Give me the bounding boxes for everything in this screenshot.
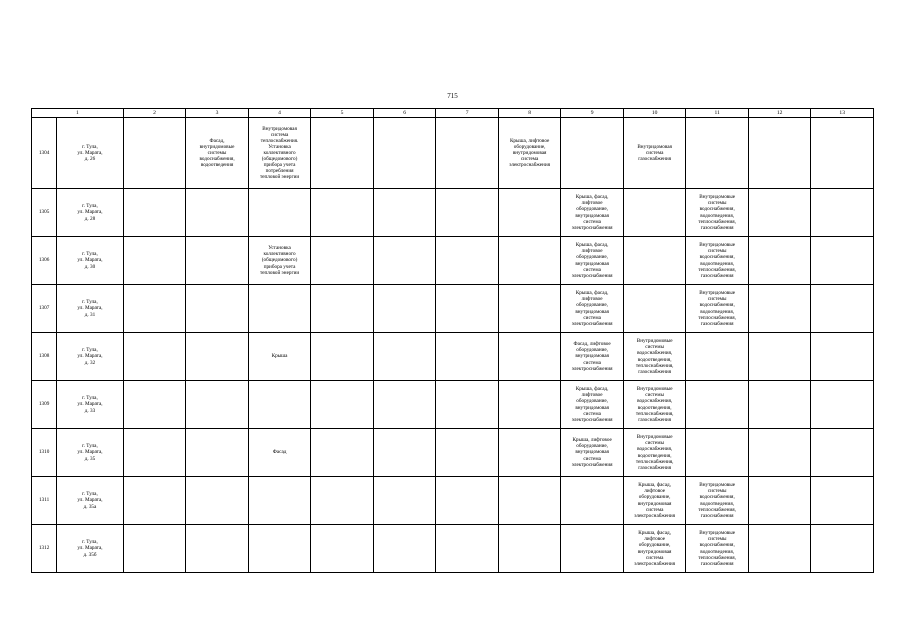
row-number-cell: 1305 [32, 189, 57, 237]
work-cell [436, 477, 499, 525]
header-cell: 8 [498, 109, 561, 118]
work-text: Фасад, внутридомовые системы водоснабжения, водоотведения [199, 137, 235, 169]
work-text: Внутридомовые системы водоснабжения, водоотведения, теплоснабжения, газоснабжения [698, 530, 736, 567]
work-cell [311, 429, 374, 477]
address-cell [57, 381, 124, 429]
work-cell [686, 381, 749, 429]
work-cell [498, 477, 561, 525]
work-cell [436, 189, 499, 237]
work-cell [686, 118, 749, 189]
work-text: Внутридомовые системы водоснабжения, водоотведения, теплоснабжения, газоснабжения [635, 386, 674, 423]
work-cell [498, 118, 561, 189]
address-text: г. Тула, ул. Марата, д. 28 [77, 203, 103, 222]
address-text: г. Тула, ул. Марата, д. 35 [77, 443, 103, 462]
work-cell [561, 118, 624, 189]
work-cell [123, 429, 186, 477]
work-cell [373, 477, 436, 525]
work-cell [436, 429, 499, 477]
work-cell [186, 381, 249, 429]
address-cell [57, 477, 124, 525]
work-cell [623, 381, 686, 429]
work-cell [373, 285, 436, 333]
row-number-cell: 1304 [32, 118, 57, 189]
work-cell [373, 189, 436, 237]
work-cell [811, 118, 874, 189]
work-text: Внутридомовые системы водоснабжения, водоотведения, теплоснабжения, газоснабжения [698, 290, 736, 327]
work-cell [123, 118, 186, 189]
address-text: г. Тула, ул. Марата, д. 31 [77, 299, 103, 318]
work-cell [623, 189, 686, 237]
work-text: Внутридомовые системы водоснабжения, водоотведения, теплоснабжения, газоснабжения [698, 194, 736, 231]
work-cell [311, 525, 374, 573]
work-cell [373, 525, 436, 573]
address-cell [57, 333, 124, 381]
work-cell [248, 118, 311, 189]
work-cell [623, 333, 686, 381]
address-cell [57, 429, 124, 477]
work-cell [248, 333, 311, 381]
work-cell [498, 333, 561, 381]
header-cell: 4 [248, 109, 311, 118]
address-text: г. Тула, ул. Марата, д. 26 [77, 143, 103, 163]
address-cell [57, 525, 124, 573]
work-cell [623, 237, 686, 285]
work-cell [811, 285, 874, 333]
header-cell: 12 [748, 109, 811, 118]
work-cell [311, 237, 374, 285]
page-number: 715 [447, 92, 458, 100]
address-text: г. Тула, ул. Марата, д. 33 [77, 395, 103, 414]
work-cell [561, 189, 624, 237]
work-cell [186, 333, 249, 381]
work-cell [373, 118, 436, 189]
work-cell [498, 237, 561, 285]
address-text: г. Тула, ул. Марата, д. 30 [77, 251, 103, 270]
table-row [32, 118, 874, 189]
header-cell: 11 [686, 109, 749, 118]
work-cell [686, 333, 749, 381]
work-cell [123, 333, 186, 381]
work-text: Внутридомовые системы водоснабжения, водоотведения, теплоснабжения, газоснабжения [698, 482, 736, 519]
work-cell [623, 525, 686, 573]
address-cell [57, 285, 124, 333]
work-cell [123, 237, 186, 285]
work-cell [373, 333, 436, 381]
work-cell [123, 285, 186, 333]
work-cell [311, 189, 374, 237]
work-cell [811, 525, 874, 573]
work-cell [686, 285, 749, 333]
work-cell [811, 381, 874, 429]
work-text: Крыша, лифтовое оборудование, внутридомовая система электроснабжения [509, 137, 550, 169]
work-text: Фасад [272, 449, 287, 456]
work-cell [498, 525, 561, 573]
work-text: Крыша, фасад, лифтовое оборудование, внутридомовая система электроснабжения [634, 530, 676, 567]
work-cell [811, 429, 874, 477]
work-cell [686, 525, 749, 573]
work-cell [248, 189, 311, 237]
work-cell [686, 429, 749, 477]
table-row [32, 189, 874, 237]
header-cell: 1 [32, 109, 124, 118]
work-cell [311, 333, 374, 381]
work-cell [623, 477, 686, 525]
work-text: Внутридомовая система газоснабжения [637, 143, 672, 163]
work-cell [248, 525, 311, 573]
work-cell [561, 477, 624, 525]
table-row [32, 525, 874, 573]
table-row [32, 429, 874, 477]
work-cell [186, 189, 249, 237]
table-row [32, 333, 874, 381]
work-cell [748, 381, 811, 429]
header-row [32, 109, 874, 118]
header-cell: 10 [623, 109, 686, 118]
work-cell [561, 285, 624, 333]
work-cell [436, 118, 499, 189]
row-number-cell: 1309 [32, 381, 57, 429]
work-cell [436, 285, 499, 333]
work-cell [748, 237, 811, 285]
work-cell [123, 381, 186, 429]
work-cell [498, 189, 561, 237]
work-cell [748, 333, 811, 381]
work-cell [248, 237, 311, 285]
work-cell [248, 285, 311, 333]
address-text: г. Тула, ул. Марата, д. 32 [77, 347, 103, 366]
header-cell: 6 [373, 109, 436, 118]
work-cell [123, 525, 186, 573]
work-text: Внутридомовые системы водоснабжения, водоотведения, теплоснабжения, газоснабжения [698, 242, 736, 279]
work-cell [311, 477, 374, 525]
work-cell [748, 429, 811, 477]
work-cell [373, 429, 436, 477]
work-cell [248, 477, 311, 525]
work-cell [248, 429, 311, 477]
work-cell [561, 237, 624, 285]
work-cell [123, 189, 186, 237]
work-cell [498, 381, 561, 429]
address-text: г. Тула, ул. Марата, д. 35а [77, 491, 103, 510]
work-cell [186, 525, 249, 573]
header-cell: 3 [186, 109, 249, 118]
work-cell [561, 381, 624, 429]
header-cell: 13 [811, 109, 874, 118]
work-cell [811, 333, 874, 381]
work-cell [561, 333, 624, 381]
header-cell: 9 [561, 109, 624, 118]
table-row [32, 237, 874, 285]
work-cell [498, 429, 561, 477]
work-cell [686, 189, 749, 237]
work-text: Внутридомовая система теплоснабжения. Установка коллективного (общедомового) прибора учета потребления тепловой энергии [259, 125, 300, 181]
work-text: Внутридомовые системы водоснабжения, водоотведения, теплоснабжения, газоснабжения [635, 338, 674, 375]
work-cell [311, 118, 374, 189]
address-cell [57, 118, 124, 189]
work-cell [436, 525, 499, 573]
work-cell [186, 429, 249, 477]
work-cell [686, 237, 749, 285]
work-cell [748, 477, 811, 525]
work-cell [186, 237, 249, 285]
work-cell [748, 285, 811, 333]
work-text: Внутридомовые системы водоснабжения, водоотведения, теплоснабжения, газоснабжения [635, 434, 674, 471]
table-row [32, 285, 874, 333]
work-cell [561, 429, 624, 477]
work-cell [686, 477, 749, 525]
address-text: г. Тула, ул. Марата, д. 35б [77, 539, 103, 558]
work-cell [436, 381, 499, 429]
repair-schedule-table [31, 108, 874, 573]
row-number-cell: 1308 [32, 333, 57, 381]
work-text: Крыша, фасад, лифтовое оборудование, внутридомовая система электроснабжения [571, 242, 613, 279]
work-text: Крыша, фасад, лифтовое оборудование, внутридомовая система электроснабжения [571, 290, 613, 327]
row-number-cell: 1311 [32, 477, 57, 525]
work-cell [186, 477, 249, 525]
work-cell [436, 333, 499, 381]
work-text: Фасад, лифтовое оборудование, внутридомовая система электроснабжения [571, 341, 613, 372]
work-cell [623, 118, 686, 189]
work-cell [123, 477, 186, 525]
row-number-cell: 1312 [32, 525, 57, 573]
table-row [32, 477, 874, 525]
work-cell [811, 189, 874, 237]
work-cell [436, 237, 499, 285]
table-row [32, 381, 874, 429]
header-cell: 2 [123, 109, 186, 118]
work-text: Крыша, фасад, лифтовое оборудование, внутридомовая система электроснабжения [634, 482, 676, 519]
row-number-cell: 1307 [32, 285, 57, 333]
work-cell [748, 525, 811, 573]
work-cell [186, 285, 249, 333]
work-cell [311, 381, 374, 429]
work-text: Крыша, фасад, лифтовое оборудование, внутридомовая система электроснабжения [571, 386, 613, 423]
address-cell [57, 189, 124, 237]
row-number-cell: 1306 [32, 237, 57, 285]
work-cell [373, 381, 436, 429]
work-cell [811, 477, 874, 525]
header-cell: 5 [311, 109, 374, 118]
work-cell [498, 285, 561, 333]
work-text: Крыша, лифтовое оборудование, внутридомовая система электроснабжения [571, 437, 613, 468]
work-cell [623, 285, 686, 333]
work-cell [248, 381, 311, 429]
work-cell [311, 285, 374, 333]
header-cell: 7 [436, 109, 499, 118]
work-cell [748, 189, 811, 237]
work-cell [748, 118, 811, 189]
work-cell [811, 237, 874, 285]
work-text: Крыша [271, 353, 288, 360]
row-number-cell: 1310 [32, 429, 57, 477]
work-cell [186, 118, 249, 189]
address-cell [57, 237, 124, 285]
work-cell [561, 525, 624, 573]
work-text: Установка коллективного (общедомового) прибора учета тепловой энергии [259, 245, 300, 276]
work-cell [373, 237, 436, 285]
table-body [32, 109, 874, 573]
work-text: Крыша, фасад, лифтовое оборудование, внутридомовая система электроснабжения [571, 194, 613, 231]
work-cell [623, 429, 686, 477]
